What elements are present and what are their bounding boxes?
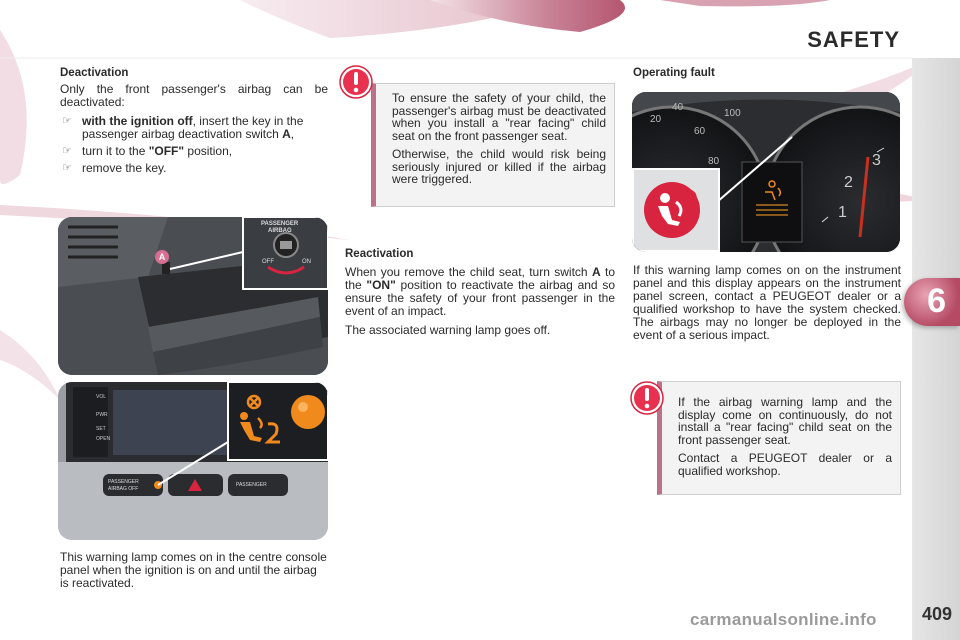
deactivation-step-1: ☞ with the ignition off, insert the key in the passenger airbag deactivation switch A, (62, 114, 304, 141)
warning-exclamation-icon (339, 65, 373, 99)
pointing-hand-icon: ☞ (62, 115, 72, 127)
pointing-hand-icon: ☞ (62, 145, 72, 157)
left-gauge-label-20: 20 (650, 114, 662, 125)
deactivation-step-3: ☞ remove the key. (62, 161, 167, 175)
console-button-passenger-airbag-line2: AIRBAG OFF (108, 486, 139, 492)
page-number: 409 (921, 604, 952, 624)
console-button-open: OPEN (96, 436, 111, 442)
child-safety-notice (371, 83, 615, 207)
fault-notice (657, 381, 901, 495)
operating-fault-heading: Operating fault (633, 67, 715, 79)
right-gauge-label-1: 1 (838, 204, 847, 221)
switch-label-line2: AIRBAG (268, 228, 292, 234)
operating-fault-text (633, 264, 901, 348)
deactivation-intro: Only the front passenger's airbag can be deactivated: (60, 82, 328, 109)
centre-console-photo (58, 382, 328, 540)
watermark[interactable]: carmanualsonline.info (690, 610, 877, 629)
reactivation-p2: The associated warning lamp goes off. (345, 323, 551, 337)
deactivation-section (60, 67, 328, 179)
airbag-fault-warning-icon (634, 170, 718, 250)
warning-exclamation-icon (630, 381, 664, 415)
switch-on-label: ON (302, 259, 311, 265)
fault-notice-p2: Contact a PEUGEOT dealer or a qualified workshop. (678, 451, 892, 478)
console-button-passenger-airbag-line1: PASSENGER (108, 479, 139, 485)
right-gauge-label-2: 2 (844, 174, 853, 191)
child-safety-notice-p1: To ensure the safety of your child, the passenger's airbag must be deactivated when you install a "rear facing" child seat on the front passenger seat. (392, 91, 606, 143)
switch-marker-a: A (155, 250, 169, 264)
deactivation-step-2: ☞ turn it to the "OFF" position, (62, 144, 233, 158)
console-caption (60, 551, 328, 596)
page-title: SAFETY (807, 27, 900, 52)
console-button-pwr: PWR (96, 412, 108, 418)
reactivation-section (345, 248, 615, 343)
console-caption-text: This warning lamp comes on in the centre console panel when the ignition is on and until the airbag is reactivated. (60, 550, 327, 590)
left-gauge-label-100: 100 (724, 108, 741, 119)
switch-label-line1: PASSENGER (261, 221, 299, 227)
right-gauge-label-3: 3 (872, 152, 881, 169)
console-illustration (58, 382, 328, 540)
deactivation-heading: Deactivation (60, 67, 129, 79)
switch-off-label: OFF (262, 259, 274, 265)
operating-fault-p1: If this warning lamp comes on on the instrument panel and this display appears on the instrument panel screen, contact a PEUGEOT dealer or a qualified workshop to have the system checked. The airbags may no longer be deployed in the event of a serious impact. (633, 263, 901, 342)
glovebox-illustration (58, 217, 328, 375)
left-gauge-label-80: 80 (708, 156, 720, 167)
left-gauge-label-60: 60 (694, 126, 706, 137)
fault-notice-p1: If the airbag warning lamp and the display come on continuously, do not install a "rear facing" child seat on the front passenger seat. (678, 395, 892, 447)
instrument-cluster-photo (632, 92, 900, 252)
chapter-number: 6 (927, 282, 946, 320)
console-button-vol: VOL (96, 394, 107, 400)
glovebox-switch-photo (58, 217, 328, 375)
console-button-passenger: PASSENGER (236, 482, 267, 488)
chapter-sidebar (912, 58, 960, 640)
airbag-warning-inset (632, 168, 720, 252)
reactivation-p1: When you remove the child seat, turn switch A to the "ON" position to reactivate the airbag and so ensure the safety of your front passenger in the event of an impact. (345, 265, 616, 318)
left-gauge-label-40: 40 (672, 102, 684, 113)
reactivation-heading: Reactivation (345, 248, 414, 260)
pointing-hand-icon: ☞ (62, 162, 72, 174)
passenger-airbag-off-icon (234, 394, 286, 450)
console-button-set: SET (96, 426, 106, 432)
child-safety-notice-p2: Otherwise, the child would risk being seriously injured or killed if the airbag were triggered. (392, 147, 606, 186)
